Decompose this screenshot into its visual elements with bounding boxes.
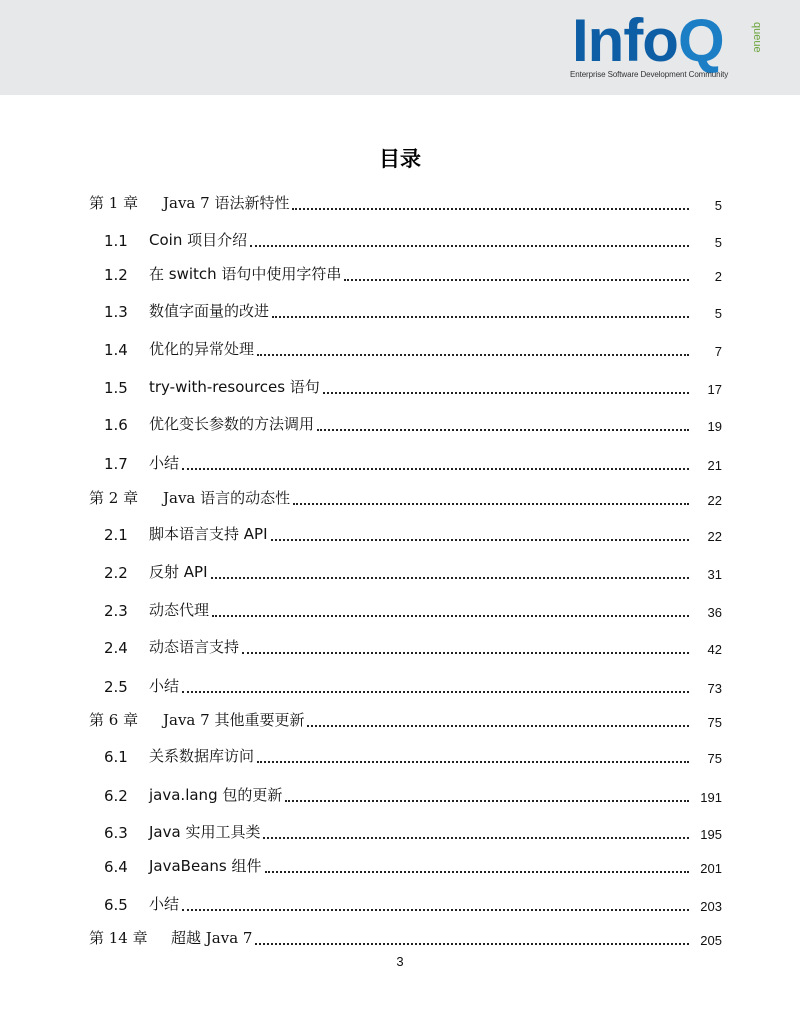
toc-entry-section-1-2[interactable] [0, 264, 800, 284]
toc-entry-page: 22 [707, 493, 722, 508]
toc-entry-number: 2.4 [104, 639, 128, 657]
toc-leader-dots [272, 308, 689, 318]
toc-entry-number: 第 6 章 [89, 711, 139, 729]
toc-entry-chapter-14[interactable] [0, 928, 800, 948]
toc-leader-dots [182, 901, 689, 911]
toc-leader-dots [257, 753, 689, 763]
toc-entry-section-6-5[interactable] [0, 894, 800, 914]
toc-entry-number: 6.3 [104, 824, 128, 842]
toc-entry-number: 2.2 [104, 564, 128, 582]
toc-entry-page: 191 [700, 790, 722, 805]
toc-entry-page: 2 [714, 269, 722, 284]
toc-entry-chapter-6[interactable] [0, 710, 800, 730]
toc-entry-section-2-5[interactable] [0, 676, 800, 696]
toc-leader-dots [255, 935, 689, 945]
toc-entry-number: 2.5 [104, 678, 128, 696]
toc-entry-number: 第 2 章 [89, 489, 139, 507]
toc-leader-dots [317, 421, 689, 431]
toc-entry-title: try-with-resources 语句 [149, 378, 320, 396]
toc-entry-title: 优化变长参数的方法调用 [149, 415, 315, 433]
toc-entry-page: 42 [707, 642, 722, 657]
toc-entry-title: 数值字面量的改进 [149, 302, 270, 320]
toc-entry-section-1-7[interactable] [0, 453, 800, 473]
toc-entry-title: 脚本语言支持 API [149, 525, 268, 543]
toc-entry-number: 1.7 [104, 455, 128, 473]
toc-entry-number: 2.3 [104, 602, 128, 620]
toc-entry-title: 关系数据库访问 [149, 747, 255, 765]
toc-entry-page: 19 [707, 419, 722, 434]
toc-leader-dots [285, 792, 689, 802]
toc-entry-title: 小结 [149, 454, 180, 472]
toc-entry-number: 2.1 [104, 526, 128, 544]
toc-entry-page: 195 [700, 827, 722, 842]
toc-entry-page: 36 [707, 605, 722, 620]
toc-entry-title: 优化的异常处理 [149, 340, 255, 358]
toc-entry-title: Coin 项目介绍 [149, 231, 248, 249]
toc-entry-section-2-3[interactable] [0, 600, 800, 620]
toc-entry-title: 小结 [149, 895, 180, 913]
toc-leader-dots [242, 644, 689, 654]
toc-entry-page: 73 [707, 681, 722, 696]
toc-entry-page: 17 [707, 382, 722, 397]
toc-entry-title: 动态语言支持 [149, 638, 240, 656]
toc-entry-section-1-6[interactable] [0, 414, 800, 434]
toc-entry-number: 1.1 [104, 232, 128, 250]
toc-leader-dots [344, 271, 689, 281]
toc-entry-title: java.lang 包的更新 [149, 786, 283, 804]
toc-entry-section-2-1[interactable] [0, 524, 800, 544]
toc-entry-number: 1.6 [104, 416, 128, 434]
toc-entry-number: 6.2 [104, 787, 128, 805]
toc-entry-page: 75 [707, 751, 722, 766]
toc-entry-section-6-4[interactable] [0, 856, 800, 876]
toc-leader-dots [182, 683, 689, 693]
toc-entry-number: 6.5 [104, 896, 128, 914]
logo-wordmark: InfoQ [572, 7, 724, 74]
toc-entry-page: 75 [707, 715, 722, 730]
toc-entry-number: 6.1 [104, 748, 128, 766]
toc-entry-page: 22 [707, 529, 722, 544]
toc-entry-number: 1.3 [104, 303, 128, 321]
toc-entry-number: 1.2 [104, 266, 128, 284]
toc-leader-dots [263, 829, 689, 839]
toc-leader-dots [265, 863, 690, 873]
toc-entry-page: 203 [700, 899, 722, 914]
toc-entry-section-1-4[interactable] [0, 339, 800, 359]
logo-tagline: Enterprise Software Development Community [570, 70, 729, 79]
toc-entry-title: 小结 [149, 677, 180, 695]
toc-leader-dots [182, 460, 689, 470]
toc-entry-title: JavaBeans 组件 [149, 857, 262, 875]
toc-leader-dots [212, 607, 689, 617]
toc-entry-title: 动态代理 [149, 601, 210, 619]
toc-entry-page: 5 [714, 198, 722, 213]
toc-entry-title: Java 实用工具类 [149, 823, 261, 841]
toc-entry-section-6-3[interactable] [0, 822, 800, 842]
toc-entry-page: 205 [700, 933, 722, 948]
toc-entry-page: 31 [707, 567, 722, 582]
toc-leader-dots [307, 717, 689, 727]
toc-title: 目录 [379, 147, 421, 171]
toc-leader-dots [271, 531, 690, 541]
page-number: 3 [396, 954, 404, 969]
toc-entry-page: 201 [700, 861, 722, 876]
toc-entry-page: 7 [714, 344, 722, 359]
toc-entry-page: 5 [714, 306, 722, 321]
toc-entry-page: 5 [714, 235, 722, 250]
toc-entry-title: 反射 API [149, 563, 208, 581]
toc-entry-title: 在 switch 语句中使用字符串 [149, 265, 342, 283]
toc-entry-title: Java 7 语法新特性 [163, 194, 290, 212]
toc-entry-number: 1.5 [104, 379, 128, 397]
toc-entry-section-6-1[interactable] [0, 746, 800, 766]
toc-entry-number: 第 1 章 [89, 194, 139, 212]
toc-entry-chapter-1[interactable] [0, 193, 800, 213]
toc-entry-section-1-5[interactable] [0, 377, 800, 397]
toc-leader-dots [293, 495, 689, 505]
toc-entry-chapter-2[interactable] [0, 488, 800, 508]
toc-entry-section-2-2[interactable] [0, 562, 800, 582]
toc-entry-section-1-3[interactable] [0, 301, 800, 321]
toc-leader-dots [323, 384, 689, 394]
toc-entry-section-1-1[interactable] [0, 230, 800, 250]
toc-entry-title: 超越 Java 7 [171, 929, 253, 947]
infoq-logo [570, 8, 770, 92]
toc-entry-title: Java 语言的动态性 [163, 489, 291, 507]
toc-entry-page: 21 [707, 458, 722, 473]
toc-entry-number: 第 14 章 [89, 929, 148, 947]
toc-leader-dots [250, 237, 689, 247]
toc-entry-number: 1.4 [104, 341, 128, 359]
toc-entry-section-6-2[interactable] [0, 785, 800, 805]
toc-entry-title: Java 7 其他重要更新 [163, 711, 305, 729]
page-header [0, 0, 800, 95]
toc-leader-dots [211, 569, 690, 579]
toc-entry-section-2-4[interactable] [0, 637, 800, 657]
logo-queue-text: queue [751, 22, 763, 53]
toc-leader-dots [292, 200, 689, 210]
toc-leader-dots [257, 346, 689, 356]
toc-entry-number: 6.4 [104, 858, 128, 876]
